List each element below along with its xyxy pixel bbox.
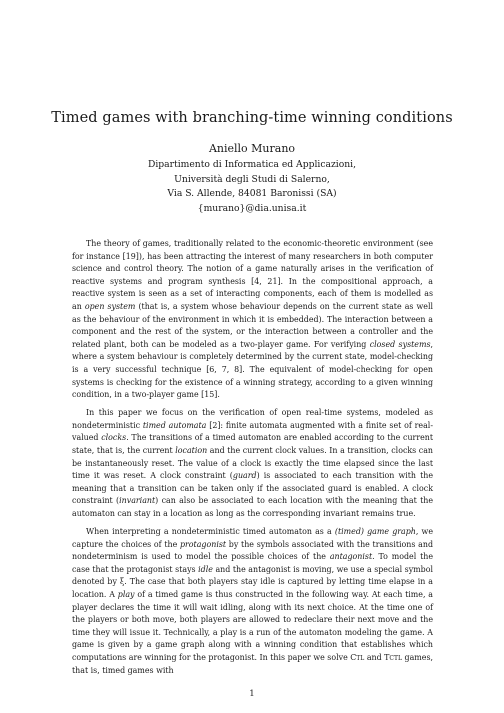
paper-body bbox=[72, 238, 433, 683]
paragraph-3: When interpreting a nondeterministic timed automaton as a (timed) game graph, we capture the choices of the protagonist by the symbols associated with the transitions and nondeterminism is used to model the possible choices of the antagonist. To model the case that the protagonist stays idle and the antagonist is moving, we use a special symbol denoted by ξ. The case that both players stay idle is captured by letting time elapse in a location. A play of a timed game is thus constructed in the following way. At each time, a player declares the time it will wait idling, along with its next choice. At the time one of the players or both move, both players are allowed to redeclare their next move and the time they will issue it. Technically, a play is a run of the automaton modeling the game. A game is given by a game graph along with a winning condition that establishes which computations are winning for the protagonist. In this paper we solve Ctl and Tctl games, that is, timed games with bbox=[72, 527, 434, 675]
affiliation-line-department: Dipartimento di Informatica ed Applicazioni, bbox=[147, 159, 357, 170]
term-clocks: clocks bbox=[101, 433, 127, 443]
term-closed-systems: closed systems bbox=[369, 339, 431, 349]
term-idle: idle bbox=[198, 564, 213, 574]
term-open-system: open system bbox=[84, 301, 136, 311]
paragraph-1: The theory of games, traditionally related to the economic-theoretic environment (see for instance [19]), has been attracting the interest of many researchers in both computer science and control theory. The notion of a game naturally arises in the verification of reactive systems and program synthesis [4, 21]. In the compositional approach, a reactive system is seen as a set of interacting components, each of them is modelled as an open system (that is, a system whose behaviour depends on the current state as well as the behaviour of the environment in which it is embedded). The interaction between a component and the rest of the system, or the interaction between a controller and the related plant, both can be modeled as a two-player game. For verifying closed systems, where a system behaviour is completely determined by the current state, model-checking is a very successful technique [6, 7, 8]. The equivalent of model-checking for open systems is checking for the existence of a winning strategy, according to a given winning condition, in a two-player game [15]. bbox=[72, 239, 434, 400]
term-play: play bbox=[117, 590, 135, 600]
author-email: {murano}@dia.unisa.it bbox=[197, 202, 307, 214]
affiliation-block bbox=[0, 158, 504, 216]
term-ctl: Ctl bbox=[350, 653, 365, 662]
page-number: 1 bbox=[249, 689, 255, 699]
term-protagonist: protagonist bbox=[179, 539, 227, 549]
author-name: Aniello Murano bbox=[208, 142, 296, 155]
term-tctl: Tctl bbox=[384, 653, 403, 662]
term-guard: guard bbox=[232, 471, 257, 481]
paper-title: Timed games with branching-time winning conditions bbox=[51, 110, 453, 126]
affiliation-line-address: Via S. Allende, 84081 Baronissi (SA) bbox=[167, 188, 337, 199]
term-antagonist: antagonist bbox=[329, 552, 373, 562]
term-location: location bbox=[175, 446, 208, 455]
term-timed-automata: timed automata bbox=[142, 420, 207, 430]
term-timed-game-graph: (timed) game graph bbox=[334, 527, 416, 537]
term-invariant: invariant bbox=[119, 496, 156, 506]
affiliation-line-university: Università degli Studi di Salerno, bbox=[174, 173, 330, 185]
paragraph-2: In this paper we focus on the verification of open real-time systems, modeled as nondeterministic timed automata [2]: finite automata augmented with a finite set of real-valued clocks. The transitions of a timed automaton are enabled according to the current state, that is, the current location and the current clock values. In a transition, clocks can be instantaneously reset. The value of a clock is exactly the time elapsed since the last time it was reset. A clock constraint (guard) is associated to each transition with the meaning that a transition can be taken only if the associated guard is enabled. A clock constraint (invariant) can also be associated to each location with the meaning that the automaton can stay in a location as long as the corresponding invariant remains true. bbox=[72, 408, 434, 518]
